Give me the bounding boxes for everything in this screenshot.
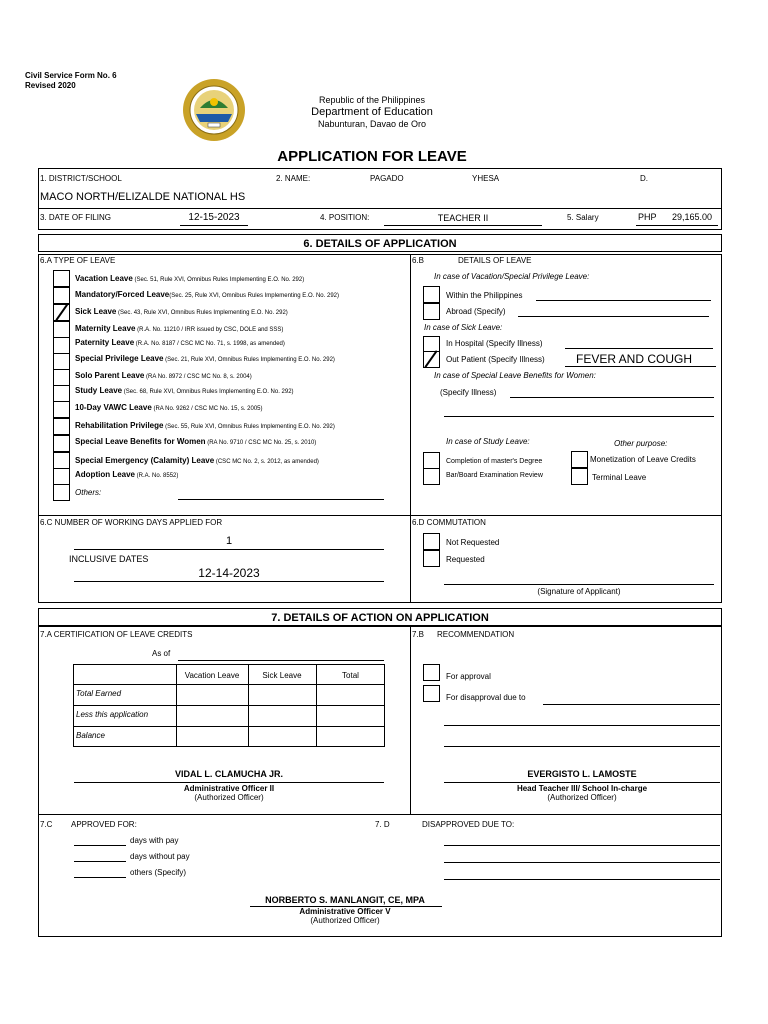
last-name-value[interactable]: PAGADO [370, 174, 404, 183]
page-title: APPLICATION FOR LEAVE [277, 148, 467, 165]
department-label: Department of Education [311, 106, 433, 118]
recommendation-title: RECOMMENDATION [437, 630, 515, 639]
requested-checkbox[interactable] [423, 550, 440, 567]
section6-title: 6. DETAILS OF APPLICATION [303, 238, 457, 250]
officer-b-name: EVERGISTO L. LAMOSTE [527, 769, 637, 779]
study-leave-label: Study Leave (Sec. 68, Rule XVI, Omnibus Rules Implementing E.O. No. 292) [75, 386, 294, 395]
mandatory-leave-label: Mandatory/Forced Leave(Sec. 25, Rule XVI, Omnibus Rules Implementing E.O. No. 292) [75, 290, 339, 299]
details-leave-number: 6.B [412, 256, 425, 265]
terminal-leave-label: Terminal Leave [592, 473, 647, 482]
others-checkbox[interactable] [53, 484, 70, 501]
vawc-leave-checkbox[interactable] [53, 401, 70, 418]
salary-label: 5. Salary [567, 213, 599, 222]
division-seal-logo [182, 78, 246, 142]
position-value[interactable]: TEACHER II [437, 213, 489, 223]
first-name-value[interactable]: YHESA [472, 174, 500, 183]
date-filing-label: 3. DATE OF FILING [40, 213, 111, 222]
republic-label: Republic of the Philippines [318, 95, 426, 105]
form-number: Civil Service Form No. 6 [25, 71, 117, 80]
rehabilitation-leave-label: Rehabilitation Privilege (Sec. 55, Rule XVI, Omnibus Rules Implementing E.O. No. 292) [75, 421, 335, 430]
days-without-pay-label: days without pay [130, 852, 190, 861]
officer-a-role: (Authorized Officer) [194, 793, 264, 802]
monetization-label: Monetization of Leave Credits [590, 455, 696, 464]
in-hospital-label: In Hospital (Specify Illness) [446, 339, 543, 348]
paternity-leave-checkbox[interactable] [53, 337, 70, 354]
within-ph-checkbox[interactable] [423, 286, 440, 303]
officer-c-title: Administrative Officer V [299, 907, 391, 916]
emergency-leave-checkbox[interactable] [53, 452, 70, 469]
women-leave-checkbox[interactable] [53, 435, 70, 452]
disapproved-number: 7. D [375, 820, 390, 829]
section7-title-bar [38, 608, 722, 626]
adoption-leave-label: Adoption Leave (R.A. No. 8552) [75, 470, 179, 479]
col-sick-leave: Sick Leave [262, 671, 302, 680]
maternity-leave-label: Maternity Leave (R.A. No. 11210 / IRR issued by CSC, DOLE and SSS) [75, 324, 284, 333]
adoption-leave-checkbox[interactable] [53, 468, 70, 485]
maternity-leave-checkbox[interactable] [53, 321, 70, 338]
monetization-checkbox[interactable] [571, 451, 588, 468]
study-case-label: In case of Study Leave: [446, 437, 530, 446]
for-disapproval-checkbox[interactable] [423, 685, 440, 702]
specify-illness-label: (Specify Illness) [440, 388, 497, 397]
disapproved-label: DISAPPROVED DUE TO: [422, 820, 515, 829]
others-specify-line[interactable] [74, 877, 126, 878]
type-of-leave-label: 6.A TYPE OF LEAVE [40, 256, 116, 265]
position-label: 4. POSITION: [320, 213, 370, 222]
approved-for-label: APPROVED FOR: [71, 820, 137, 829]
salary-value[interactable]: 29,165.00 [672, 212, 713, 222]
abroad-checkbox[interactable] [423, 303, 440, 320]
others-specify-label: others (Specify) [130, 868, 187, 877]
location-label: Nabunturan, Davao de Oro [317, 119, 427, 129]
emergency-leave-label: Special Emergency (Calamity) Leave (CSC MC No. 2, s. 2012, as amended) [75, 456, 319, 465]
for-approval-checkbox[interactable] [423, 664, 440, 681]
women-leave-label: Special Leave Benefits for Women (RA No. 9710 / CSC MC No. 25, s. 2010) [75, 437, 317, 446]
name-label: 2. NAME: [276, 174, 311, 183]
section6-title-bar [38, 234, 722, 252]
others-label: Others: [75, 488, 102, 497]
masters-label: Completion of master's Degree [446, 458, 543, 465]
inclusive-dates-value[interactable]: 12-14-2023 [198, 566, 260, 580]
solo-parent-leave-label: Solo Parent Leave (RA No. 8972 / CSC MC No. 8, s. 2004) [75, 371, 252, 380]
officer-b-title: Head Teacher III/ School In-charge [516, 784, 648, 793]
as-of-line[interactable] [178, 660, 384, 661]
approved-number: 7.C [40, 820, 53, 829]
middle-initial-value[interactable]: D. [640, 174, 648, 183]
row-less-application: Less this application [76, 710, 149, 719]
women-case-label: In case of Special Leave Benefits for Women: [434, 371, 596, 380]
not-requested-checkbox[interactable] [423, 533, 440, 550]
for-approval-label: For approval [446, 672, 491, 681]
working-days-value[interactable]: 1 [225, 535, 233, 547]
section7-title: 7. DETAILS OF ACTION ON APPLICATION [271, 612, 489, 624]
within-ph-label: Within the Philippines [446, 291, 523, 300]
recommendation-number: 7.B [412, 630, 425, 639]
applicant-signature-line[interactable] [444, 584, 714, 585]
others-line[interactable] [178, 499, 384, 500]
other-purpose-label: Other purpose: [614, 439, 668, 448]
for-disapproval-label: For disapproval due to [446, 693, 526, 702]
sick-leave-label: Sick Leave (Sec. 43, Rule XVI, Omnibus Rules Implementing E.O. No. 292) [75, 307, 288, 316]
signature-applicant-label: (Signature of Applicant) [537, 587, 621, 596]
row-balance: Balance [76, 731, 105, 740]
working-days-label: 6.C NUMBER OF WORKING DAYS APPLIED FOR [40, 518, 223, 527]
inclusive-dates-label: INCLUSIVE DATES [69, 554, 149, 564]
mandatory-leave-checkbox[interactable] [53, 287, 70, 304]
commutation-label: 6.D COMMUTATION [412, 518, 486, 527]
officer-c-role: (Authorized Officer) [310, 916, 380, 925]
solo-parent-leave-checkbox[interactable] [53, 369, 70, 386]
col-vacation-leave: Vacation Leave [184, 671, 240, 680]
days-without-pay-line[interactable] [74, 861, 126, 862]
vacation-case-label: In case of Vacation/Special Privilege Leave: [434, 272, 590, 281]
col-total: Total [342, 671, 359, 680]
officer-b-role: (Authorized Officer) [547, 793, 617, 802]
not-requested-label: Not Requested [446, 538, 500, 547]
district-value[interactable]: MACO NORTH/ELIZALDE NATIONAL HS [40, 191, 246, 203]
officer-a-title: Administrative Officer II [183, 784, 275, 793]
form-revised: Revised 2020 [25, 81, 76, 90]
special-privilege-leave-checkbox[interactable] [53, 353, 70, 370]
as-of-label: As of [152, 649, 171, 658]
days-with-pay-line[interactable] [74, 845, 126, 846]
terminal-leave-checkbox[interactable] [571, 468, 588, 485]
abroad-label: Abroad (Specify) [446, 307, 506, 316]
vawc-leave-label: 10-Day VAWC Leave (RA No. 9262 / CSC MC No. 15, s. 2005) [75, 403, 263, 412]
illness-value[interactable]: FEVER AND COUGH [576, 352, 693, 366]
requested-label: Requested [446, 555, 485, 564]
bar-board-label: Bar/Board Examination Review [446, 472, 543, 479]
officer-c-name: NORBERTO S. MANLANGIT, CE, MPA [265, 895, 425, 905]
sick-case-label: In case of Sick Leave: [424, 323, 503, 332]
details-leave-title: DETAILS OF LEAVE [458, 256, 532, 265]
district-label: 1. DISTRICT/SCHOOL [40, 174, 122, 183]
officer-a-name: VIDAL L. CLAMUCHA JR. [175, 769, 283, 779]
vacation-leave-checkbox[interactable] [53, 270, 70, 287]
special-privilege-leave-label: Special Privilege Leave (Sec. 21, Rule XVI, Omnibus Rules Implementing E.O. No. 292) [75, 354, 335, 363]
cert-leave-credits-label: 7.A CERTIFICATION OF LEAVE CREDITS [40, 630, 193, 639]
study-leave-checkbox[interactable] [53, 385, 70, 402]
paternity-leave-label: Paternity Leave (R.A. No. 8187 / CSC MC No. 71, s. 1998, as amended) [75, 338, 285, 347]
masters-checkbox[interactable] [423, 452, 440, 469]
rehabilitation-leave-checkbox[interactable] [53, 418, 70, 435]
salary-currency: PHP [638, 212, 657, 222]
bar-board-checkbox[interactable] [423, 468, 440, 485]
out-patient-label: Out Patient (Specify Illness) [446, 355, 545, 364]
date-filing-value[interactable]: 12-15-2023 [188, 212, 240, 223]
row-total-earned: Total Earned [76, 689, 122, 698]
days-with-pay-label: days with pay [130, 836, 179, 845]
vacation-leave-label: Vacation Leave (Sec. 51, Rule XVI, Omnibus Rules Implementing E.O. No. 292) [75, 274, 305, 283]
